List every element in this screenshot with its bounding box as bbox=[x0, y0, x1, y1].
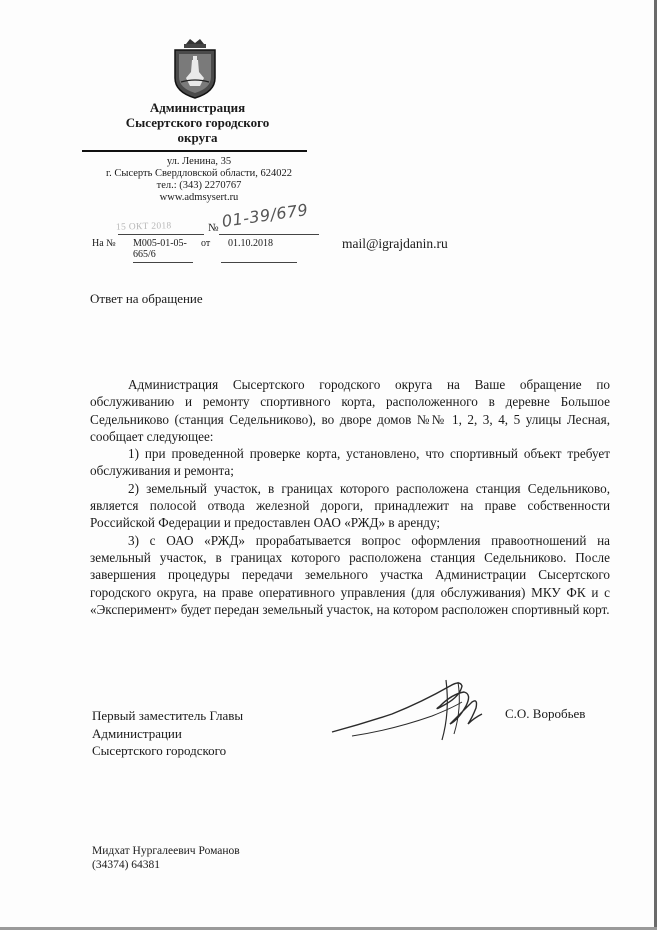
signer-role-line-1: Первый заместитель Главы bbox=[92, 708, 244, 723]
body-point-3: 3) с ОАО «РЖД» прорабатывается вопрос оформления правоотношений на земельный участок, в границах которого расположена станция Седельниково. После завершения процедуры передачи земельного участка Администрации Сысертского городского округа, на праве оперативного управления (для обслуживания) МКУ ФК и с «Эксперимент» будет передан земельный участок, на котором расположен спортивный корт. bbox=[90, 532, 610, 617]
executor-phone: (34374) 64381 bbox=[92, 859, 161, 871]
address-phone: тел.: (343) 2270767 bbox=[156, 180, 242, 191]
incoming-date-underline bbox=[221, 262, 297, 263]
date-underline bbox=[118, 234, 204, 235]
letter-subject: Ответ на обращение bbox=[90, 291, 203, 306]
address-web: www.admsysert.ru bbox=[159, 192, 239, 203]
org-line-2: Сысертского городского bbox=[125, 115, 270, 130]
letter-body bbox=[90, 376, 610, 618]
incoming-number-underline bbox=[133, 262, 193, 263]
incoming-date: 01.10.2018 bbox=[228, 238, 273, 249]
body-point-2: 2) земельный участок, в границах которого расположена станция Седельниково, является полосой отвода железной дороги, принадлежит на праве собственности Российской Федерации и предоставлен ОАО «РЖД» в аренду; bbox=[90, 480, 610, 531]
number-sign: № bbox=[208, 222, 219, 234]
address-city: г. Сысерть Свердловской области, 624022 bbox=[106, 168, 292, 179]
signer-role bbox=[92, 707, 243, 760]
executor-name: Мидхат Нургалеевич Романов bbox=[92, 845, 240, 857]
body-point-1: 1) при проведенной проверке корта, установлено, что спортивный объект требует обслуживания и ремонта; bbox=[90, 446, 610, 479]
handwritten-signature bbox=[322, 672, 497, 752]
signer-role-line-3: Сысертского городского bbox=[92, 743, 227, 758]
address-street: ул. Ленина, 35 bbox=[166, 156, 232, 167]
signer-role-line-2: Администрации bbox=[92, 725, 182, 741]
address-block bbox=[88, 156, 310, 204]
registration-stamp-date: 15 ОКТ 2018 bbox=[115, 221, 172, 233]
coat-of-arms-icon bbox=[172, 38, 218, 100]
org-line-3: округа bbox=[177, 130, 218, 145]
body-intro: Администрация Сысертского городского округа на Ваше обращение по обслуживанию и ремонту спортивного корта, расположенного в деревне Большое Седельниково (станция Седельниково), во дворе домов №№ 1, 2, 3, 4, 5 улицы Лесная, сообщает следующее: bbox=[90, 377, 610, 444]
header-rule bbox=[82, 150, 307, 152]
reply-prefix: На № bbox=[92, 238, 116, 249]
incoming-number: М005-01-05-665/6 bbox=[133, 238, 187, 260]
from-label: от bbox=[201, 238, 211, 249]
org-line-1: Администрация bbox=[149, 100, 246, 115]
outgoing-number: 01-39/679 bbox=[220, 199, 310, 231]
organization-name bbox=[110, 100, 285, 145]
recipient-email: mail@igrajdanin.ru bbox=[342, 236, 448, 251]
number-underline bbox=[219, 234, 319, 235]
signer-name: С.О. Воробьев bbox=[505, 706, 586, 721]
